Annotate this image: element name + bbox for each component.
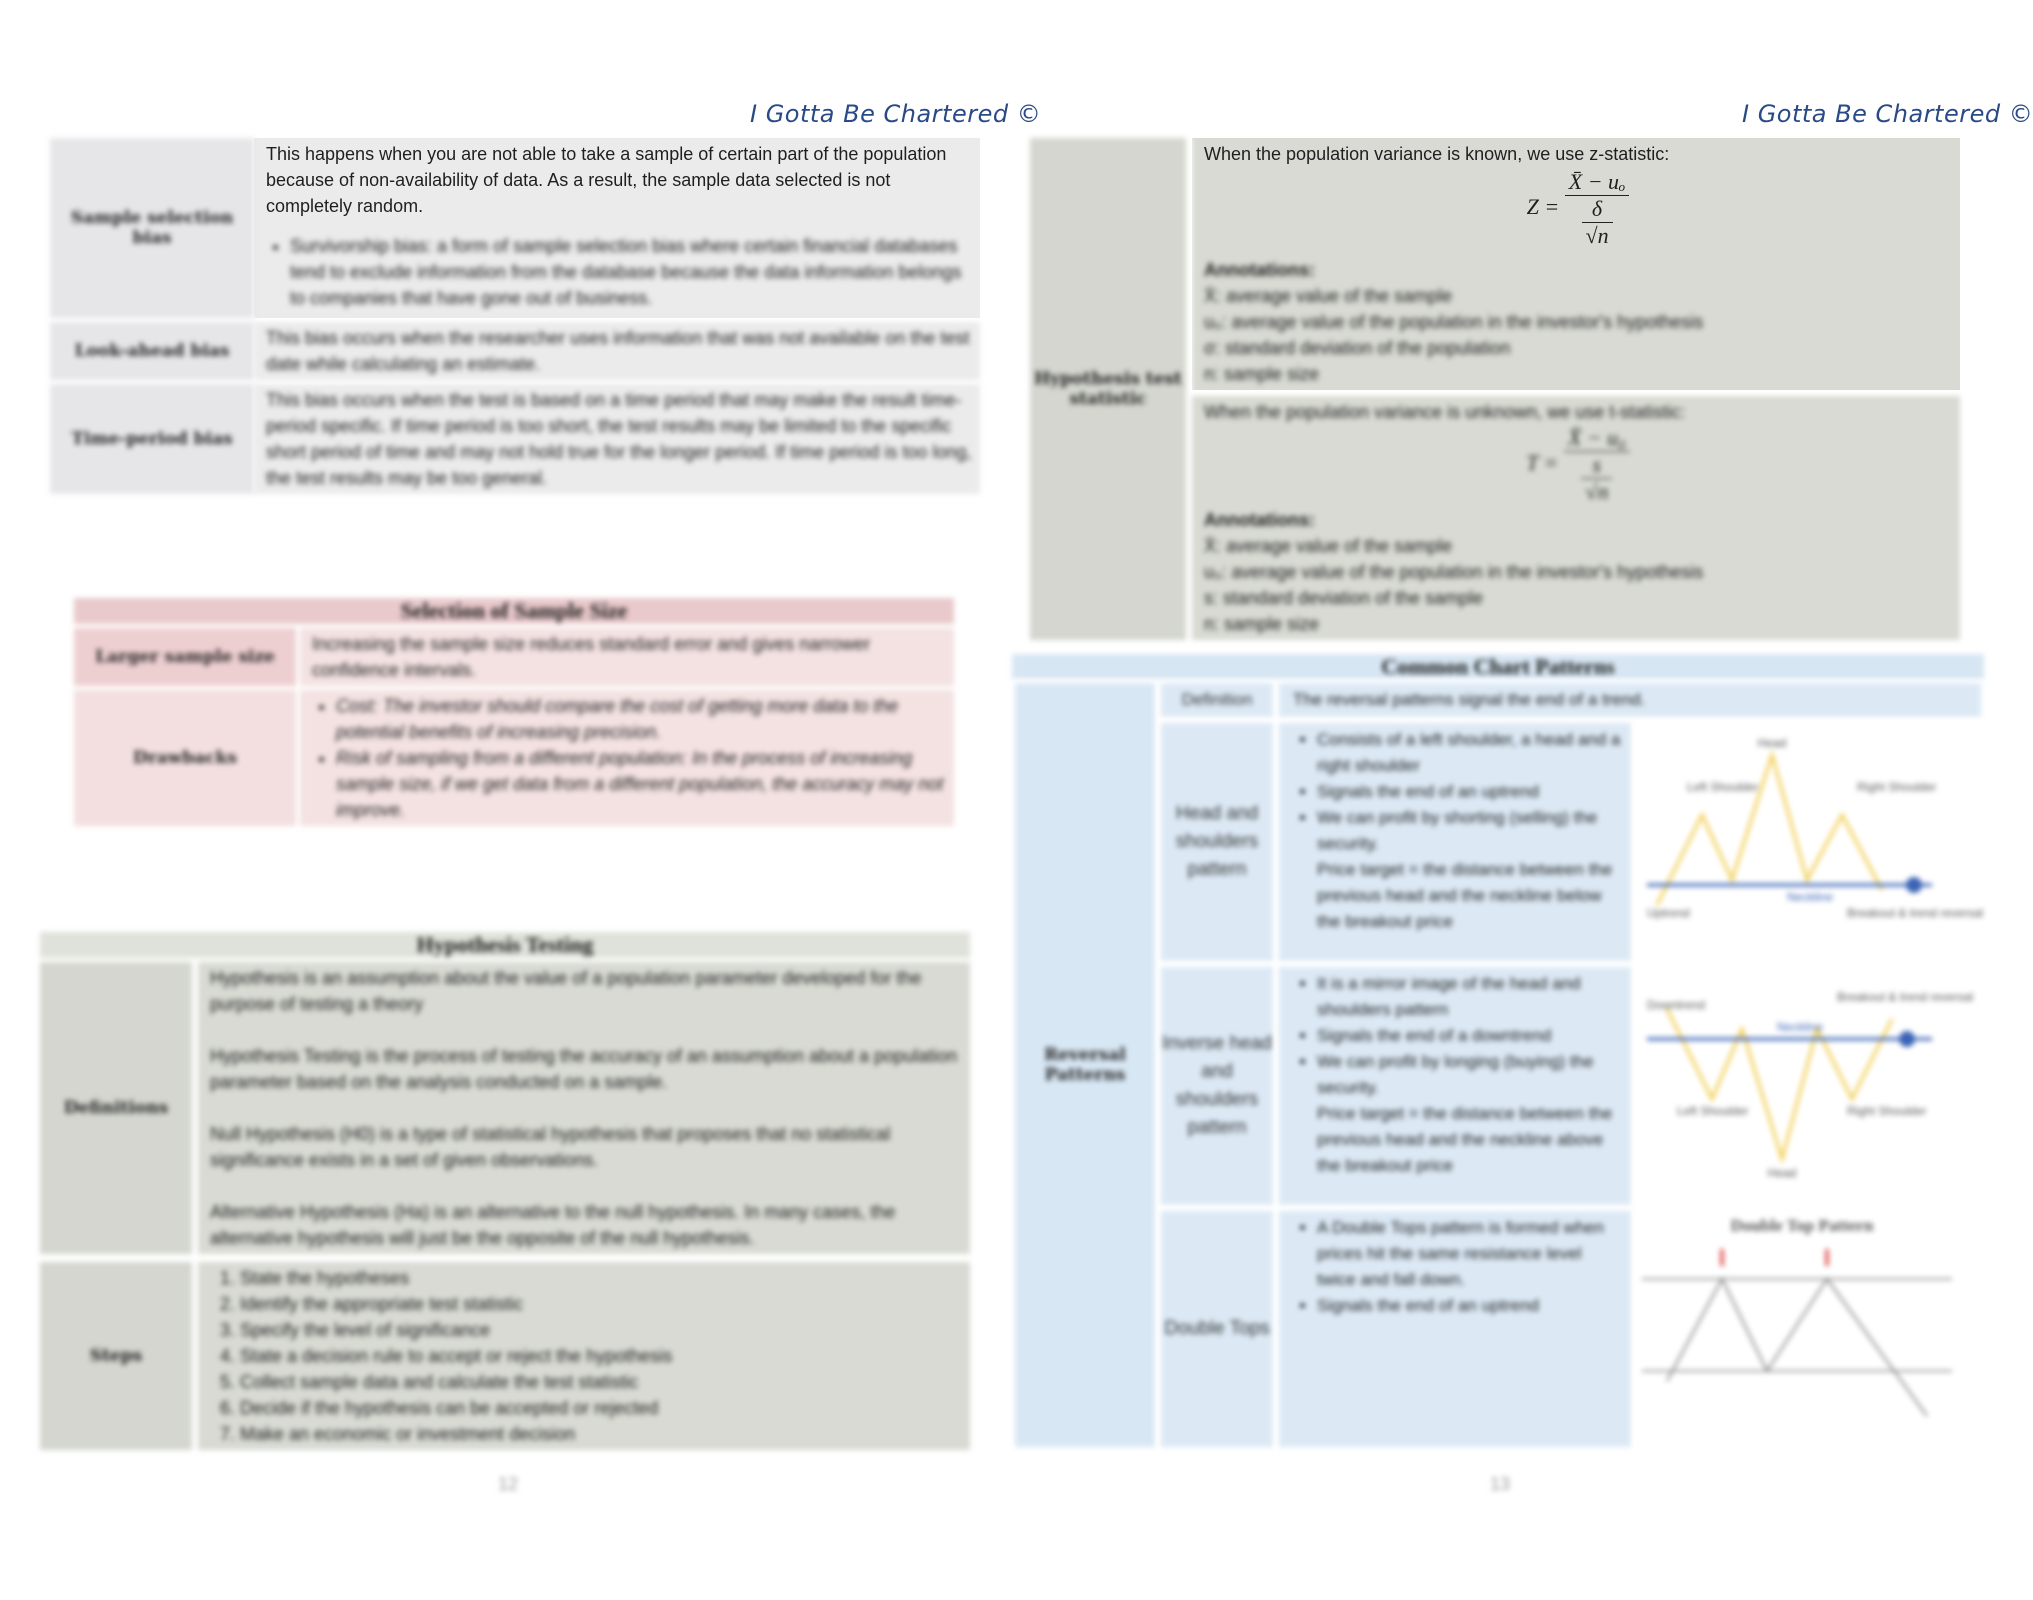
page-number-left: 12 [498, 1474, 519, 1494]
pattern-text-inverse-head-shoulders: • It is a mirror image of the head and shoulders pattern • Signals the end of a downtrend • We can profit by longing (buying) the security. Price target = the distance between the previous head and the neckline above the breakout price [1276, 964, 1634, 1208]
pattern-text-double-tops: • A Double Tops pattern is formed when prices hit the same resistance level twice and fall down. • Signals the end of an uptrend [1276, 1208, 1634, 1450]
inverse-head-shoulders-diagram [1634, 964, 1984, 1208]
sample-size-drawbacks [300, 686, 954, 826]
t-statistic-cell: When the population variance is unknown, we use t-statistic: T = $\frac{\text{X̄ − u₀}}{\frac{s}{√n}}$ Annotations: X̄: average value of the sample u₀: average value of the population in the investor's hypothesis s: standard deviation of the sample n: sample size [1192, 396, 1960, 640]
hs-breakout-label: Breakout & trend reversal [1847, 905, 1984, 920]
ihs-trend-label: Downtrend [1647, 997, 1706, 1012]
hypothesis-title: Hypothesis Testing [40, 932, 970, 958]
head-shoulders-chart [1637, 735, 1984, 945]
step-7: 7. Make an economic or investment decision [240, 1421, 962, 1447]
dt-price-line [1667, 1279, 1927, 1416]
sample-size-label-larger: Larger sample size [74, 624, 300, 686]
ihs-left-shoulder-label: Left Shoulder [1677, 1103, 1749, 1118]
sample-size-table [74, 598, 954, 826]
survivorship-bullet: • Survivorship bias: a form of sample selection bias where certain financial databases tend to exclude information from the database because the data information belongs to companies that have gone out of business. [290, 233, 972, 311]
step-3: 3. Specify the level of significance [240, 1317, 962, 1343]
brand-header-left: I Gotta Be Chartered © [750, 100, 1042, 128]
step-4: 4. State a decision rule to accept or reject the hypothesis [240, 1343, 962, 1369]
definition-label: Definition [1158, 680, 1276, 720]
hypothesis-definitions-label: Definitions [40, 958, 198, 1254]
bias-label-sample-selection: Sample selection bias [50, 138, 254, 322]
hs-neckline-label: Neckline [1787, 889, 1834, 904]
step-6: 6. Decide if the hypothesis can be accepted or rejected [240, 1395, 962, 1421]
double-top-chart [1637, 1211, 1967, 1441]
sample-size-title: Selection of Sample Size [74, 598, 954, 624]
hypothesis-steps-label: Steps [40, 1254, 198, 1450]
bias-text-look-ahead: This bias occurs when the researcher uses information that was not available on the test date while calculating an estimate. [254, 322, 980, 384]
pattern-name-double-tops: Double Tops [1158, 1208, 1276, 1450]
pattern-name-head-shoulders: Head and shoulders pattern [1158, 720, 1276, 964]
page-number-right: 13 [1490, 1474, 1511, 1494]
hypothesis-steps [198, 1254, 970, 1450]
hs-head-label: Head [1757, 735, 1787, 750]
step-5: 5. Collect sample data and calculate the test statistic [240, 1369, 962, 1395]
drawback-risk: • Risk of sampling from a different population: In the process of increasing sample size, if we get data from a different population, the accuracy may not improve. [336, 745, 946, 823]
ihs-breakout-label: Breakout & trend reversal [1837, 989, 1974, 1004]
hs-right-shoulder-label: Right Shoulder [1857, 779, 1937, 794]
definition-text: The reversal patterns signal the end of a trend. [1276, 680, 1984, 720]
double-top-title: Double Top Pattern [1730, 1216, 1874, 1235]
brand-header-right: I Gotta Be Chartered © [1742, 100, 2033, 128]
sample-size-text-larger: Increasing the sample size reduces standard error and gives narrower confidence intervals. [300, 624, 954, 686]
bias-text-sample-selection: This happens when you are not able to take a sample of certain part of the population because of non-availability of data. As a result, the sample data selected is not completely random. • Survivorship bias: a form of sample selection bias where certain financial databases tend to exclude information from the database because the data information belongs to companies that have gone out of business. [254, 138, 980, 322]
z-formula: Z = $\frac{\text{X̄ − uₒ}}{\frac{\delta}{√n}}$ [1204, 169, 1952, 249]
sample-size-label-drawbacks: Drawbacks [74, 686, 300, 826]
double-top-diagram [1634, 1208, 1984, 1450]
ihs-right-shoulder-label: Right Shoulder [1847, 1103, 1927, 1118]
t-formula: T = $\frac{\text{X̄ − u₀}}{\frac{s}{√n}}$ [1204, 425, 1952, 505]
reversal-patterns-label: Reversal Patterns [1012, 680, 1158, 1450]
ihs-neckline-label: Neckline [1777, 1019, 1824, 1034]
chart-patterns-title: Common Chart Patterns [1012, 654, 1984, 680]
hs-price-line [1657, 755, 1882, 905]
ihs-head-label: Head [1767, 1165, 1797, 1180]
ihs-breakout-dot [1899, 1031, 1915, 1047]
pattern-name-inverse-head-shoulders: Inverse head and shoulders pattern [1158, 964, 1276, 1208]
hs-left-shoulder-label: Left Shoulder [1687, 779, 1759, 794]
inverse-head-shoulders-chart [1637, 979, 1974, 1189]
bias-table [50, 138, 980, 494]
step-1: 1. State the hypotheses [240, 1265, 962, 1291]
step-2: 2. Identify the appropriate test statistic [240, 1291, 962, 1317]
hypothesis-definitions: Hypothesis is an assumption about the value of a population parameter developed for the purpose of testing a theory Hypothesis Testing is the process of testing the accuracy of an assumption about a population parameter based on the analysis conducted on a sample. Null Hypothesis (H0) is a type of statistical hypothesis that proposes that no statistical significance exists in a set of given observations. Alternative Hypothesis (Ha) is an alternative to the null hypothesis. In many cases, the alternative hypothesis will just be the opposite of the null hypothesis. [198, 958, 970, 1254]
z-statistic-cell: When the population variance is known, we use z-statistic: Z = $\frac{\text{X̄ − uₒ}}{\frac{\delta}{√n}}$ Annotations: X̄: average value of the sample u₀: average value of the population in the investor's hypothesis σ: standard deviation of the population n: sample size [1192, 138, 1960, 396]
bias-text-time-period: This bias occurs when the test is based on a time period that may make the result time-period specific. If time period is too short, the test results may be limited to the specific short period of time and may not hold true for the longer period. If time period is too long, the test results may be too general. [254, 384, 980, 494]
test-statistic-label: Hypothesis test statistic [1030, 138, 1192, 640]
bias-label-look-ahead: Look-ahead bias [50, 322, 254, 384]
head-shoulders-diagram [1634, 720, 1984, 964]
hs-breakout-dot [1906, 877, 1922, 893]
bias-label-time-period: Time-period bias [50, 384, 254, 494]
pattern-text-head-shoulders: • Consists of a left shoulder, a head and a right shoulder • Signals the end of an uptrend • We can profit by shorting (selling) the security. Price target = the distance between the previous head and the neckline below the breakout price [1276, 720, 1634, 964]
drawback-cost: • Cost: The investor should compare the cost of getting more data to the potential benefits of increasing precision. [336, 693, 946, 745]
chart-patterns-table [1012, 654, 1984, 1450]
test-statistic-table [1030, 138, 1960, 640]
hs-trend-label: Uptrend [1647, 905, 1690, 920]
hypothesis-table [40, 932, 970, 1450]
